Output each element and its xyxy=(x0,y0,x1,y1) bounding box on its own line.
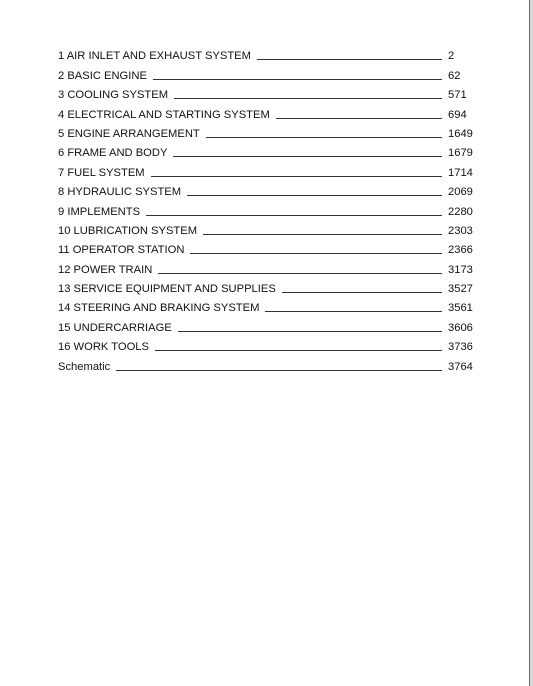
toc-leader-line xyxy=(178,331,442,332)
toc-entry-title: 12 POWER TRAIN xyxy=(58,263,153,276)
toc-entry[interactable] xyxy=(58,219,474,238)
toc-entry-page: 3527 xyxy=(448,283,473,296)
toc-entry-title: 7 FUEL SYSTEM xyxy=(58,166,145,179)
toc-leader-line xyxy=(174,98,442,99)
toc-entry[interactable] xyxy=(58,335,474,354)
toc-leader-line xyxy=(203,234,442,235)
toc-leader-line xyxy=(116,370,442,371)
toc-entry[interactable] xyxy=(58,354,474,373)
toc-entry-page: 62 xyxy=(448,69,461,82)
toc-entry-title: 13 SERVICE EQUIPMENT AND SUPPLIES xyxy=(58,283,276,296)
toc-entry-title: 14 STEERING AND BRAKING SYSTEM xyxy=(58,302,260,315)
toc-entry-title: 15 UNDERCARRIAGE xyxy=(58,321,172,334)
toc-entry-page: 2280 xyxy=(448,205,473,218)
toc-entry-title: 10 LUBRICATION SYSTEM xyxy=(58,224,198,237)
toc-leader-line xyxy=(155,350,442,351)
toc-leader-line xyxy=(190,253,442,254)
toc-leader-line xyxy=(187,195,442,196)
toc-entry-title: 11 OPERATOR STATION xyxy=(58,244,185,257)
toc-entry-title: 2 BASIC ENGINE xyxy=(58,69,147,82)
toc-entry-title: 5 ENGINE ARRANGEMENT xyxy=(58,127,200,140)
toc-leader-line xyxy=(151,176,442,177)
toc-entry-page: 2366 xyxy=(448,244,473,257)
toc-entry-page: 2069 xyxy=(448,186,473,199)
toc-leader-line xyxy=(206,137,442,138)
toc-entry-title: Schematic xyxy=(58,360,111,373)
toc-entry[interactable] xyxy=(58,83,474,102)
toc-entry-page: 1714 xyxy=(448,166,473,179)
toc-entry-title: 9 IMPLEMENTS xyxy=(58,205,141,218)
toc-entry[interactable] xyxy=(58,277,474,296)
toc-entry-page: 3736 xyxy=(448,341,473,354)
table-of-contents xyxy=(58,44,474,374)
toc-entry[interactable] xyxy=(58,160,474,179)
toc-entry-page: 3764 xyxy=(448,360,473,373)
toc-entry-title: 3 COOLING SYSTEM xyxy=(58,89,169,102)
toc-entry-page: 1649 xyxy=(448,127,473,140)
toc-leader-line xyxy=(173,156,442,157)
toc-entry-title: 1 AIR INLET AND EXHAUST SYSTEM xyxy=(58,50,251,63)
toc-leader-line xyxy=(153,79,442,80)
toc-entry[interactable] xyxy=(58,122,474,141)
toc-entry[interactable] xyxy=(58,44,474,63)
toc-entry[interactable] xyxy=(58,141,474,160)
toc-entry[interactable] xyxy=(58,238,474,257)
toc-entry-title: 6 FRAME AND BODY xyxy=(58,147,168,160)
toc-entry-page: 3561 xyxy=(448,302,473,315)
toc-entry[interactable] xyxy=(58,63,474,82)
toc-leader-line xyxy=(146,215,442,216)
toc-leader-line xyxy=(158,273,442,274)
toc-entry[interactable] xyxy=(58,257,474,276)
toc-entry[interactable] xyxy=(58,102,474,121)
toc-entry-page: 3606 xyxy=(448,321,473,334)
toc-entry-page: 571 xyxy=(448,89,467,102)
toc-leader-line xyxy=(282,292,442,293)
toc-leader-line xyxy=(257,59,442,60)
toc-entry-title: 4 ELECTRICAL AND STARTING SYSTEM xyxy=(58,108,270,121)
toc-entry-page: 3173 xyxy=(448,263,473,276)
toc-entry-page: 2 xyxy=(448,50,455,63)
toc-entry-title: 8 HYDRAULIC SYSTEM xyxy=(58,186,182,199)
toc-leader-line xyxy=(276,118,442,119)
toc-entry-page: 2303 xyxy=(448,224,473,237)
toc-entry[interactable] xyxy=(58,199,474,218)
toc-entry-title: 16 WORK TOOLS xyxy=(58,341,149,354)
toc-entry[interactable] xyxy=(58,296,474,315)
toc-entry-page: 694 xyxy=(448,108,467,121)
toc-entry[interactable] xyxy=(58,180,474,199)
toc-entry[interactable] xyxy=(58,315,474,334)
toc-entry-page: 1679 xyxy=(448,147,473,160)
toc-leader-line xyxy=(265,311,442,312)
